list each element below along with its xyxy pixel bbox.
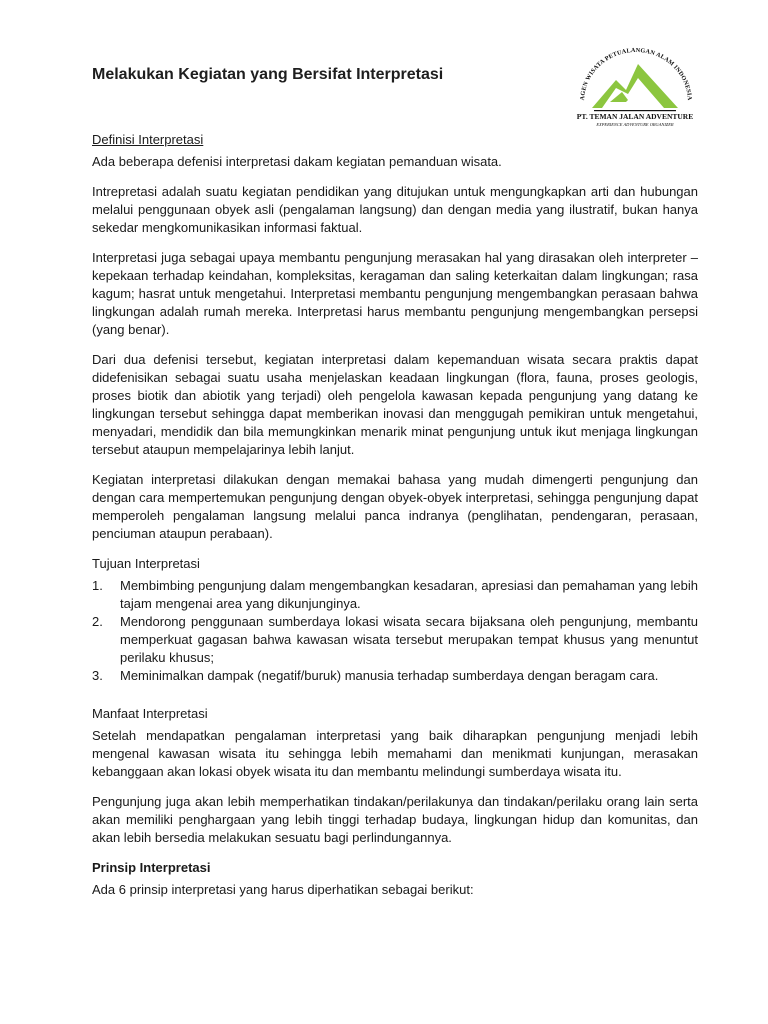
list-number: 3. (92, 668, 103, 683)
list-item-text: Membimbing pengunjung dalam mengembangkan kesadaran, apresiasi dan pemahaman yang lebih tajam mengenai area yang dikunjunginya. (120, 578, 698, 611)
logo-company-name: PT. TEMAN JALAN ADVENTURE (576, 112, 694, 121)
company-logo (566, 44, 704, 132)
logo-tagline: EXPERIENCE ADVENTURE ORGANIZER (596, 122, 674, 127)
list-number: 2. (92, 614, 103, 629)
document-body (92, 131, 698, 911)
list-item (92, 667, 698, 685)
paragraph: Intrepretasi adalah suatu kegiatan pendidikan yang ditujukan untuk mengungkapkan arti dan hubungan melalui penggunaan obyek asli (pengalaman langsung) dan dengan media yang ilustratif, bukan hanya sekedar mengkomunikasikan informasi faktual. (92, 184, 698, 235)
paragraph: Setelah mendapatkan pengalaman interpretasi yang baik diharapkan pengunjung menjadi lebih mengenal kawasan wisata itu sehingga lebih memahami dan menikmati kunjungan, merasakan kebanggaan akan lokasi obyek wisata itu dan membantu melindungi sumberdaya wisata itu. (92, 728, 698, 779)
list-number: 1. (92, 578, 103, 593)
paragraph: Pengunjung juga akan lebih memperhatikan tindakan/perilakunya dan tindakan/perilaku orang lain serta akan memiliki penghargaan yang lebih tinggi terhadap budaya, lingkungan hidup dan komunitas, dan akan lebih bersedia melakukan sesuatu bagi perlindungannya. (92, 794, 698, 845)
section-heading-definisi: Definisi Interpretasi (92, 132, 204, 147)
paragraph: Interpretasi juga sebagai upaya membantu pengunjung merasakan hal yang dirasakan oleh interpreter – kepekaan terhadap keindahan, kompleksitas, keragaman dan saling keterkaitan dalam lingkungan; rasa kagum; hasrat untuk mengetahui. Interpretasi membantu pengunjung mengembangkan perasaan bahwa lingkungan adalah rumah mereka. Interpretasi harus membantu pengunjung mengembangkan persepsi (yang benar). (92, 250, 698, 337)
section-heading-manfaat: Manfaat Interpretasi (92, 706, 208, 721)
section-heading-tujuan: Tujuan Interpretasi (92, 556, 200, 571)
paragraph: Dari dua defenisi tersebut, kegiatan interpretasi dalam kepemanduan wisata secara praktis dapat didefenisikan sebagai suatu usaha menjelaskan keadaan lingkungan (flora, fauna, proses geologis, proses biotik dan abiotik yang terjadi) oleh pengelola kawasan kepada pengunjung yang datang ke lingkungan tersebut sehingga dapat memberikan inovasi dan menggugah pemikiran untuk mengetahui, menyadari, mendidik dan bila memungkinkan menarik minat pengunjung untuk ikut menjaga lingkungan tersebut ataupun mempelajarinya lebih lanjut. (92, 352, 698, 457)
list-item-text: Mendorong penggunaan sumberdaya lokasi wisata secara bijaksana oleh pengunjung, membantu memperkuat gagasan bahwa kawasan wisata tersebut merupakan tempat khusus yang menuntut perilaku khusus; (120, 614, 698, 665)
paragraph: Kegiatan interpretasi dilakukan dengan memakai bahasa yang mudah dimengerti pengunjung dan dengan cara mempertemukan pengunjung dengan obyek-obyek interpretasi, sehingga pengunjung dapat memperoleh pengalaman langsung melalui panca indranya (penglihatan, pendengaran, perasaan, penciuman ataupun perabaan). (92, 472, 698, 541)
mountain-icon (592, 64, 678, 108)
paragraph: Ada 6 prinsip interpretasi yang harus diperhatikan sebagai berikut: (92, 882, 474, 897)
section-heading-prinsip: Prinsip Interpretasi (92, 860, 211, 875)
list-item (92, 613, 698, 667)
document-title: Melakukan Kegiatan yang Bersifat Interpretasi (92, 66, 444, 83)
tujuan-list (92, 577, 698, 685)
list-item-text: Meminimalkan dampak (negatif/buruk) manusia terhadap sumberdaya dengan beragam cara. (120, 668, 659, 683)
logo-arc-text: AGEN WISATA PETUALANGAN ALAM INDONESIA (578, 46, 694, 101)
paragraph: Ada beberapa defenisi interpretasi dakam kegiatan pemanduan wisata. (92, 154, 502, 169)
list-item (92, 577, 698, 613)
